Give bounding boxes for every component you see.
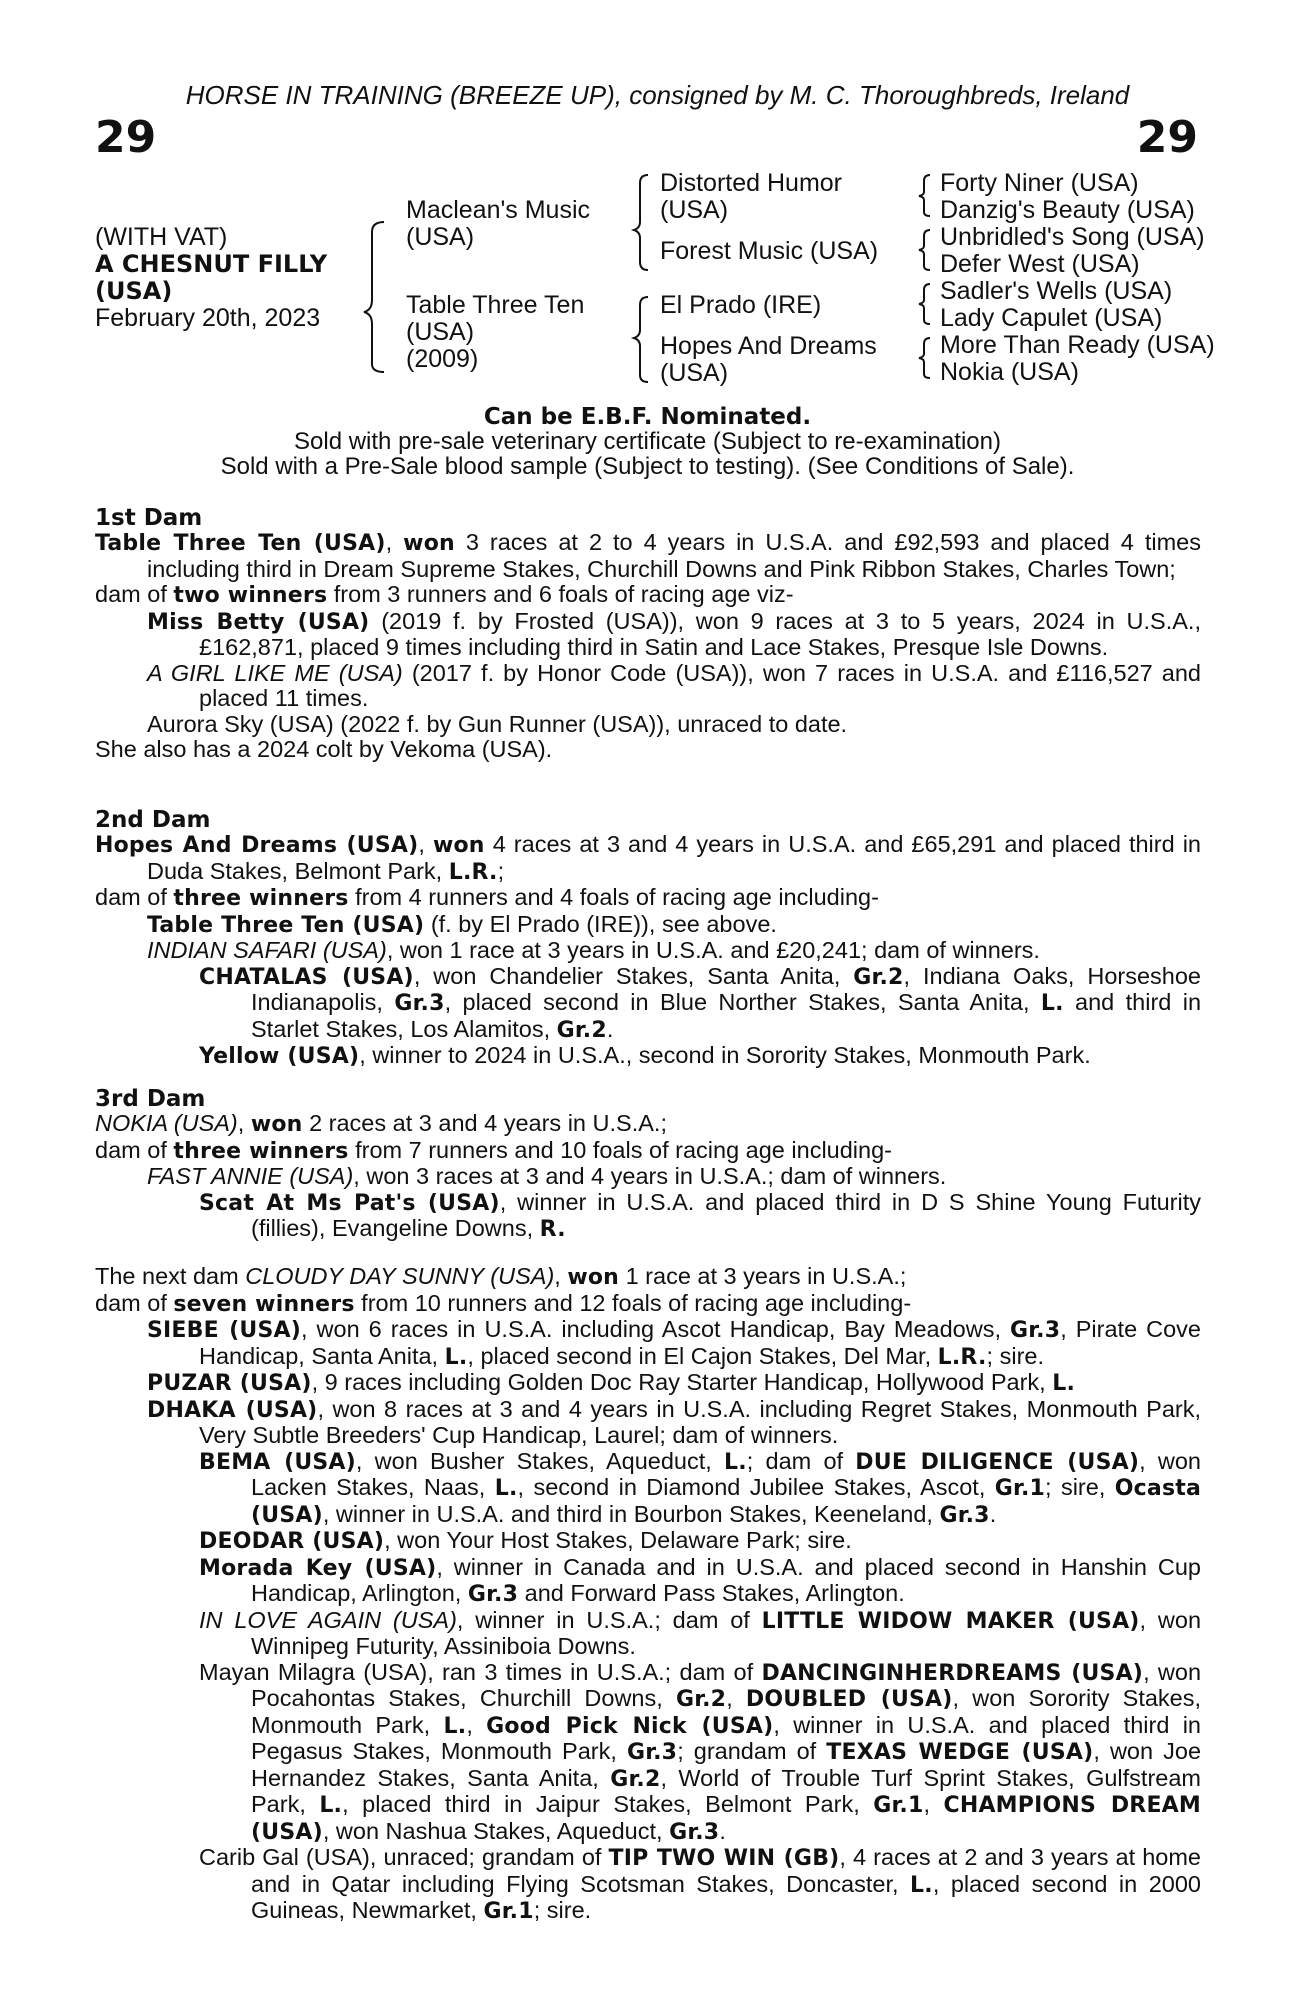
dam-dam-country: (USA) xyxy=(660,359,729,387)
brace-g1 xyxy=(919,175,930,216)
ebf-note: Can be E.B.F. Nominated. xyxy=(483,404,812,430)
first-dam-record: Table Three Ten (USA), won 3 races at 2 to 4 years in U.S.A. and £92,593 and placed 4 times including third in Dream Supreme Stakes, Churchill Downs and Pink Ribbon Stakes, Charles Town; dam of two winners from 3 runners and 6 foals of racing age viz- Miss Betty (USA) (2019 f. by Frosted (USA)), won 9 races at 3 to 5 years, 2024 in U.S.A., £162,871, placed 9 times including third in Satin and Lace Stakes, Presque Isle Downs. A GIRL LIKE ME (USA) (2017 f. by Honor Code (USA)), won 7 races in U.S.A. and £116,527 and placed 11 times. Aurora Sky (USA) (2022 f. by Gun Runner (USA)), unraced to date. She also has a 2024 colt by Vekoma (USA). xyxy=(95,529,1202,762)
g3-3: Unbridled's Song (USA) xyxy=(940,223,1205,251)
dam-sire: El Prado (IRE) xyxy=(660,291,822,319)
g3-8: Nokia (USA) xyxy=(940,358,1079,386)
dam-dam: Hopes And Dreams xyxy=(660,332,877,360)
sire-name: Maclean's Music xyxy=(406,196,590,224)
third-dam-record: NOKIA (USA), won 2 races at 3 and 4 years in U.S.A.; dam of three winners from 7 runners and 10 foals of racing age including- FAST ANNIE (USA), won 3 races at 3 and 4 years in U.S.A.; dam of winners. Scat At Ms Pat's (USA), winner in U.S.A. and placed third in D S Shine Young Futurity (fillies), Evangeline Downs, R. xyxy=(95,1110,1201,1242)
brace-dam xyxy=(634,297,648,382)
brace-main xyxy=(364,222,384,372)
second-dam-record: Hopes And Dreams (USA), won 4 races at 3 and 4 years in U.S.A. and £65,291 and placed third in Duda Stakes, Belmont Park, L.R.; dam of three winners from 4 runners and 4 foals of racing age including- Table Three Ten (USA) (f. by El Prado (IRE)), see above. INDIAN SAFARI (USA), won 1 race at 3 years in U.S.A. and £20,241; dam of winners. CHATALAS (USA), won Chandelier Stakes, Santa Anita, Gr.2, Indiana Oaks, Horseshoe Indianapolis, Gr.3, placed second in Blue Norther Stakes, Santa Anita, L. and third in Starlet Stakes, Los Alamitos, Gr.2. Yellow (USA), winner to 2024 in U.S.A., second in Sorority Stakes, Monmouth Park. xyxy=(95,831,1202,1069)
brace-sire xyxy=(634,175,648,270)
brace-g2 xyxy=(919,230,930,270)
brace-g4 xyxy=(919,338,930,378)
horse-dob: February 20th, 2023 xyxy=(95,304,321,332)
consignor-header: HORSE IN TRAINING (BREEZE UP), consigned by M. C. Thoroughbreds, Ireland xyxy=(185,80,1130,110)
vet-note: Sold with pre-sale veterinary certificate (Subject to re-examination) xyxy=(294,428,1001,455)
brace-g3 xyxy=(919,284,930,324)
dam-name: Table Three Ten xyxy=(406,291,585,319)
horse-name: A CHESNUT FILLY xyxy=(95,250,328,278)
blood-note: Sold with a Pre-Sale blood sample (Subject to testing). (See Conditions of Sale). xyxy=(220,453,1075,480)
g3-1: Forty Niner (USA) xyxy=(940,169,1139,197)
sire-country: (USA) xyxy=(406,223,475,251)
sire-sire: Distorted Humor xyxy=(660,169,842,197)
sire-sire-country: (USA) xyxy=(660,196,729,224)
horse-country: (USA) xyxy=(95,277,173,305)
lot-number-left: 29 xyxy=(95,112,157,163)
second-dam-heading: 2nd Dam xyxy=(95,807,211,833)
vat-note: (WITH VAT) xyxy=(95,223,228,251)
g3-6: Lady Capulet (USA) xyxy=(940,304,1163,332)
third-dam-heading: 3rd Dam xyxy=(95,1086,206,1112)
g3-4: Defer West (USA) xyxy=(940,250,1140,278)
dam-country: (USA) xyxy=(406,318,475,346)
dam-year: (2009) xyxy=(406,345,479,373)
next-dam-record: The next dam CLOUDY DAY SUNNY (USA), won 1 race at 3 years in U.S.A.; dam of seven winners from 10 runners and 12 foals of racing age including- SIEBE (USA), won 6 races in U.S.A. including Ascot Handicap, Bay Meadows, Gr.3, Pirate Cove Handicap, Santa Anita, L., placed second in El Cajon Stakes, Del Mar, L.R.; sire. PUZAR (USA), 9 races including Golden Doc Ray Starter Handicap, Hollywood Park, L. DHAKA (USA), won 8 races at 3 and 4 years in U.S.A. including Regret Stakes, Monmouth Park, Very Subtle Breeders' Cup Handicap, Laurel; dam of winners. BEMA (USA), won Busher Stakes, Aqueduct, L.; dam of DUE DILIGENCE (USA), won Lacken Stakes, Naas, L., second in Diamond Jubilee Stakes, Ascot, Gr.1; sire, Ocasta (USA), winner in U.S.A. and third in Bourbon Stakes, Keeneland, Gr.3. DEODAR (USA), won Your Host Stakes, Delaware Park; sire. Morada Key (USA), winner in Canada and in U.S.A. and placed second in Hanshin Cup Handicap, Arlington, Gr.3 and Forward Pass Stakes, Arlington. IN LOVE AGAIN (USA), winner in U.S.A.; dam of LITTLE WIDOW MAKER (USA), won Winnipeg Futurity, Assiniboia Downs. Mayan Milagra (USA), ran 3 times in U.S.A.; dam of DANCINGINHERDREAMS (USA), won Pocahontas Stakes, Churchill Downs, Gr.2, DOUBLED (USA), won Sorority Stakes, Monmouth Park, L., Good Pick Nick (USA), winner in U.S.A. and placed third in Pegasus Stakes, Monmouth Park, Gr.3; grandam of TEXAS WEDGE (USA), won Joe Hernandez Stakes, Santa Anita, Gr.2, World of Trouble Turf Sprint Stakes, Gulfstream Park, L., placed third in Jaipur Stakes, Belmont Park, Gr.1, CHAMPIONS DREAM (USA), won Nashua Stakes, Aqueduct, Gr.3. Carib Gal (USA), unraced; grandam of TIP TWO WIN (GB), 4 races at 2 and 3 years at home and in Qatar including Flying Scotsman Stakes, Doncaster, L., placed second in 2000 Guineas, Newmarket, Gr.1; sire. xyxy=(95,1263,1202,1924)
g3-7: More Than Ready (USA) xyxy=(940,331,1215,359)
g3-5: Sadler's Wells (USA) xyxy=(940,277,1173,305)
sire-dam: Forest Music (USA) xyxy=(660,237,879,265)
lot-number-right: 29 xyxy=(1136,112,1198,163)
first-dam-heading: 1st Dam xyxy=(95,505,203,531)
g3-2: Danzig's Beauty (USA) xyxy=(940,196,1195,224)
